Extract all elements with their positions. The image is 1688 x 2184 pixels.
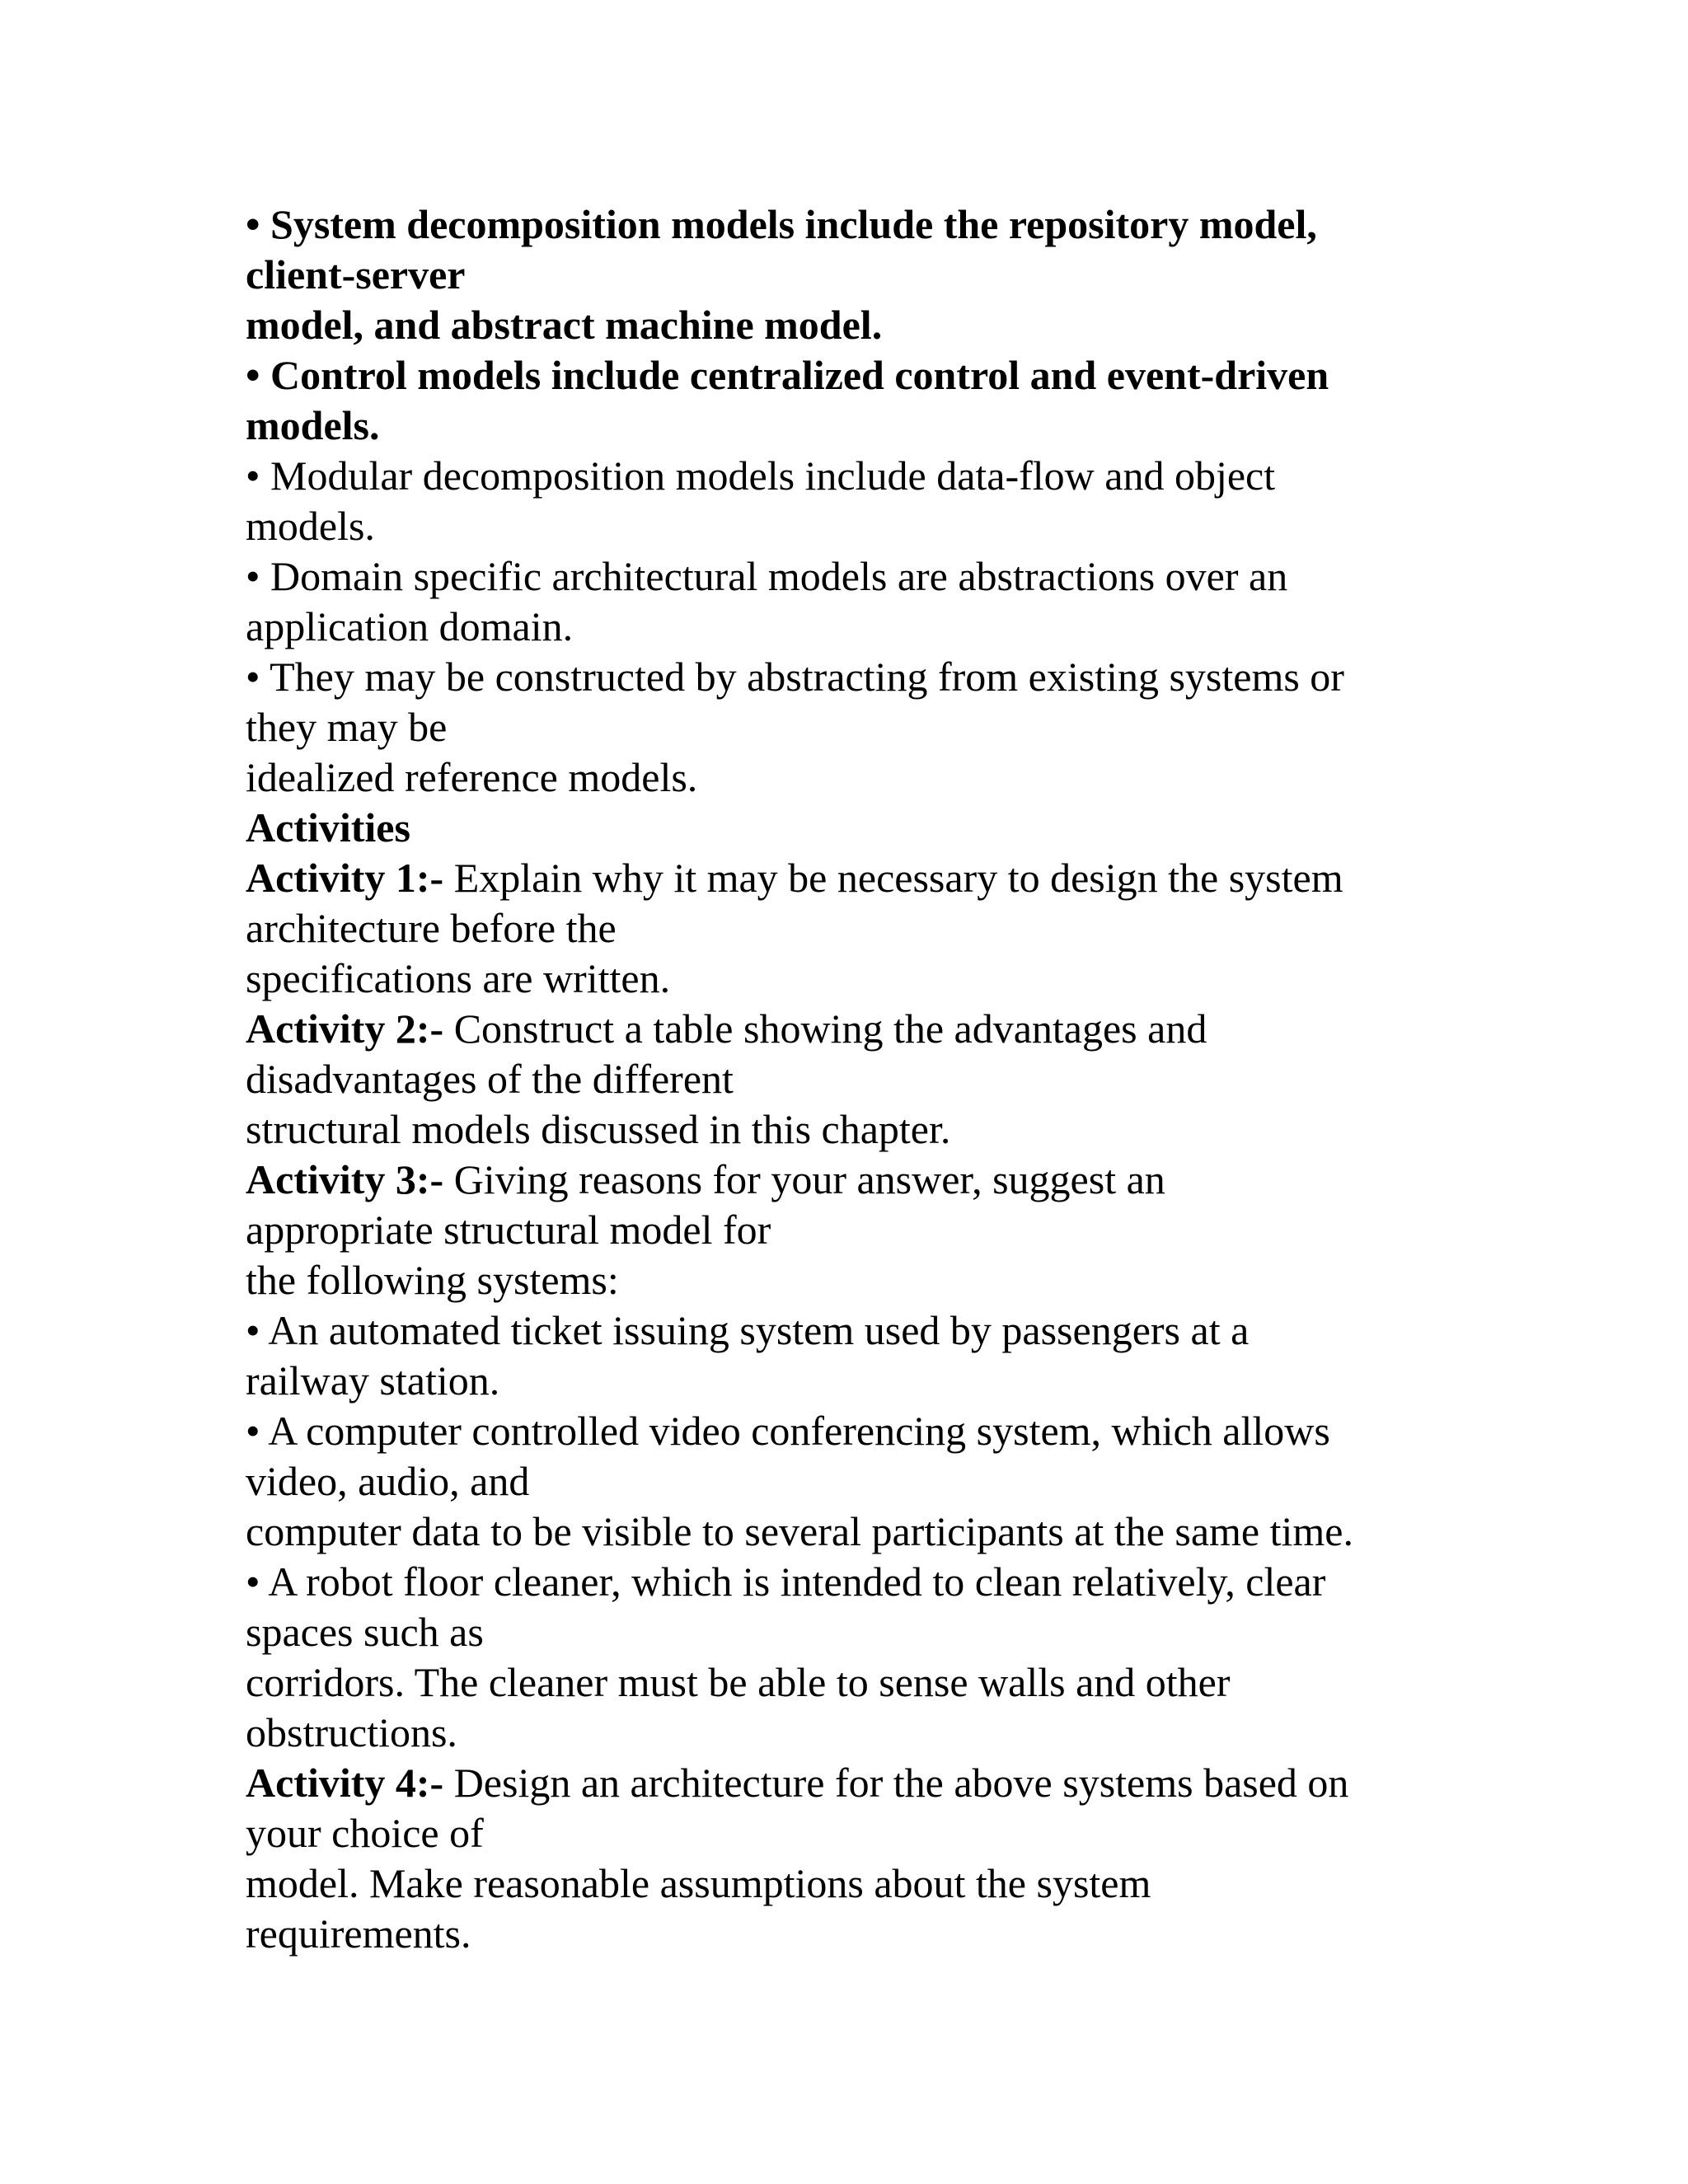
line-text: disadvantages of the different <box>246 1056 734 1102</box>
line-text: obstructions. <box>246 1709 457 1755</box>
line-text: idealized reference models. <box>246 754 698 800</box>
document-line <box>246 1607 1482 1657</box>
document-line <box>246 803 1482 853</box>
line-text: • A robot floor cleaner, which is intended to clean relatively, clear <box>246 1558 1326 1605</box>
line-text: they may be <box>246 704 448 750</box>
document-line <box>246 1104 1482 1155</box>
document-line <box>246 903 1482 954</box>
document-line <box>246 1406 1482 1456</box>
document-line <box>246 1557 1482 1607</box>
document-line <box>246 1054 1482 1104</box>
activity-label: Activity 1:- <box>246 855 444 901</box>
document-line <box>246 602 1482 652</box>
line-text: Activities <box>246 804 410 851</box>
document-line <box>246 501 1482 551</box>
document-line <box>246 300 1482 350</box>
document-line <box>246 1305 1482 1356</box>
document-line <box>246 752 1482 803</box>
line-text: architecture before the <box>246 905 617 951</box>
line-text: models. <box>246 503 375 549</box>
document-line <box>246 199 1482 250</box>
line-text: the following systems: <box>246 1257 619 1303</box>
document-line <box>246 1507 1482 1557</box>
line-text: • An automated ticket issuing system used by passengers at a <box>246 1307 1250 1353</box>
line-text: spaces such as <box>246 1609 484 1655</box>
line-text: model. Make reasonable assumptions about the system <box>246 1860 1151 1906</box>
document-line <box>246 350 1482 401</box>
line-text: Explain why it may be necessary to design the system <box>443 855 1343 901</box>
document-line <box>246 1708 1482 1758</box>
activity-label: Activity 3:- <box>246 1156 444 1202</box>
document-line <box>246 1909 1482 1959</box>
document-line <box>246 250 1482 300</box>
document-line <box>246 1858 1482 1909</box>
document-line <box>246 1456 1482 1507</box>
line-text: specifications are written. <box>246 955 671 1001</box>
line-text: appropriate structural model for <box>246 1207 771 1253</box>
line-text: • A computer controlled video conferencing system, which allows <box>246 1408 1330 1454</box>
line-text: Design an architecture for the above systems based on <box>443 1760 1349 1806</box>
line-text: • Control models include centralized control and event-driven <box>246 352 1329 398</box>
line-text: your choice of <box>246 1810 484 1856</box>
document-line <box>246 1356 1482 1406</box>
document-line <box>246 1255 1482 1305</box>
activity-label: Activity 2:- <box>246 1005 444 1052</box>
document-line <box>246 652 1482 702</box>
line-text: application domain. <box>246 603 574 649</box>
line-text: client-server <box>246 251 466 298</box>
document-line <box>246 1758 1482 1808</box>
line-text: • They may be constructed by abstracting from existing systems or <box>246 654 1344 700</box>
document-body <box>246 199 1482 1959</box>
line-text: model, and abstract machine model. <box>246 302 883 348</box>
line-text: models. <box>246 402 380 448</box>
document-line <box>246 702 1482 752</box>
document-line <box>246 1657 1482 1708</box>
line-text: Construct a table showing the advantages and <box>443 1005 1207 1052</box>
activity-label: Activity 4:- <box>246 1760 444 1806</box>
line-text: • Domain specific architectural models are abstractions over an <box>246 553 1288 599</box>
line-text: video, audio, and <box>246 1458 530 1504</box>
line-text: railway station. <box>246 1357 500 1404</box>
line-text: • System decomposition models include the repository model, <box>246 201 1317 247</box>
document-line <box>246 451 1482 501</box>
document-line <box>246 954 1482 1004</box>
line-text: • Modular decomposition models include data-flow and object <box>246 452 1276 499</box>
line-text: Giving reasons for your answer, suggest an <box>443 1156 1165 1202</box>
document-line <box>246 1205 1482 1255</box>
document-line <box>246 401 1482 451</box>
line-text: computer data to be visible to several participants at the same time. <box>246 1508 1353 1554</box>
document-line <box>246 1004 1482 1054</box>
line-text: requirements. <box>246 1910 471 1957</box>
line-text: structural models discussed in this chapter. <box>246 1106 951 1152</box>
document-line <box>246 1155 1482 1205</box>
document-line <box>246 551 1482 602</box>
document-line <box>246 853 1482 903</box>
document-line <box>246 1808 1482 1858</box>
line-text: corridors. The cleaner must be able to sense walls and other <box>246 1659 1231 1705</box>
